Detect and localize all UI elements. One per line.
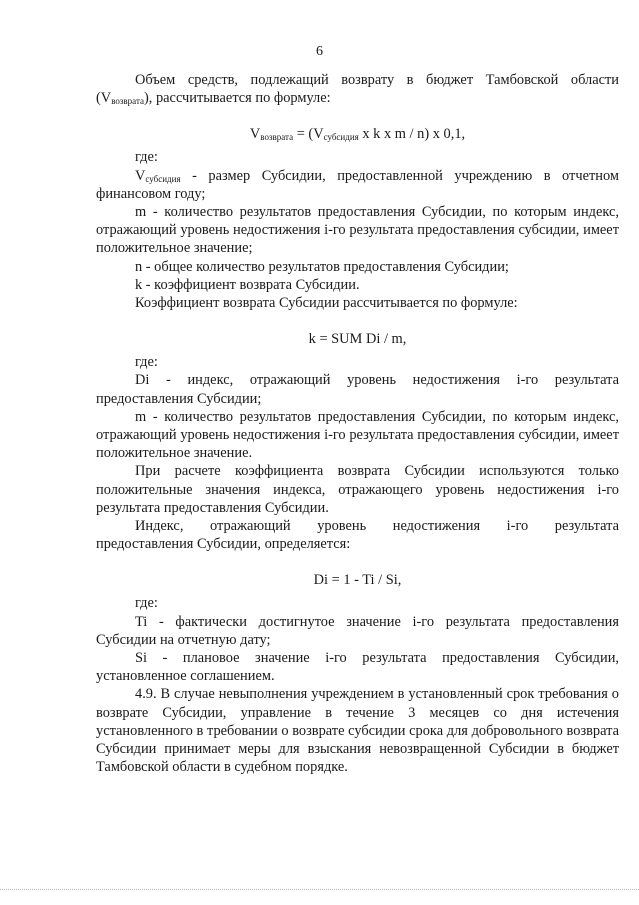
- definition-di: Di - индекс, отражающий уровень недостижения i-го результата предоставления Субсидии;: [96, 372, 619, 407]
- formula-di: Di = 1 - Ti / Si,: [313, 572, 402, 589]
- definition-k: k - коэффициент возврата Субсидии.: [135, 276, 360, 293]
- return-amount-intro-line1: Объем средств, подлежащий возврату в бюджет Тамбовской области: [135, 72, 619, 88]
- v-return-subscript: возврата: [111, 96, 144, 107]
- def-v-text: - размер Субсидии, предоставленной учреждению в отчетном финансовом году;: [96, 167, 619, 202]
- definition-v-subsidy: [96, 167, 619, 203]
- index-definition-line2: предоставления Субсидии, определяется:: [96, 536, 351, 553]
- formula-v-return: [96, 124, 619, 144]
- k-formula-intro: Коэффициент возврата Субсидии рассчитывается по формуле:: [135, 295, 518, 312]
- definition-si: Si - плановое значение i-го результата предоставления Субсидии, установленное соглашением.: [96, 650, 619, 685]
- index-definition-line1: Индекс, отражающий уровень недостижения i-го результата: [135, 518, 619, 535]
- page-number: 6: [316, 44, 323, 59]
- return-amount-intro-rest: ), рассчитывается по формуле:: [143, 90, 331, 107]
- paragraph-4-9: 4.9. В случае невыполнения учреждением в установленный срок требования о возврате Субсидии, управление в течение 3 месяцев со дня истечения установленного в требовании о возврате субсидии срока для добровольного возврата Субсидии принимает меры для взыскания невозвращенной Субсидии в бюджет Тамбовской области в судебном порядке.: [96, 686, 619, 776]
- formula-k: k = SUM Di / m,: [308, 331, 407, 348]
- v-return-open: (V: [96, 90, 112, 107]
- formula-v-subscript: возврата: [260, 132, 294, 143]
- document-body: [96, 71, 619, 777]
- definition-m-2: m - количество результатов предоставления Субсидии, по которым индекс, отражающий уровень недостижения i-го результата предоставления субсидии, имеет положительное значение.: [96, 408, 619, 462]
- formula-subsidy-subscript: субсидия: [323, 132, 359, 143]
- definition-ti: Ti - фактически достигнутое значение i-го результата предоставления Субсидии на отчетную дату;: [96, 613, 619, 648]
- where-label-1: где:: [135, 149, 158, 166]
- return-amount-intro-line2: [96, 89, 619, 107]
- def-v-subscript: субсидия: [145, 173, 181, 184]
- formula-rest: x k x m / n) x 0,1,: [358, 126, 466, 143]
- def-v: V: [135, 167, 146, 184]
- definition-m-1: m - количество результатов предоставления Субсидии, по которым индекс, отражающий уровень недостижения i-го результата предоставления субсидии, имеет положительное значение;: [96, 204, 619, 257]
- definition-n: n - общее количество результатов предоставления Субсидии;: [135, 258, 509, 275]
- formula-v: V: [249, 126, 261, 143]
- scan-bottom-edge: [0, 889, 639, 890]
- where-label-3: где:: [135, 595, 158, 612]
- paragraph-positive-values: При расчете коэффициента возврата Субсидии используются только положительные значения индекса, отражающего уровень недостижения i-го результата предоставления Субсидии.: [96, 463, 619, 516]
- formula-eq: = (V: [293, 126, 324, 143]
- where-label-2: где:: [135, 354, 158, 371]
